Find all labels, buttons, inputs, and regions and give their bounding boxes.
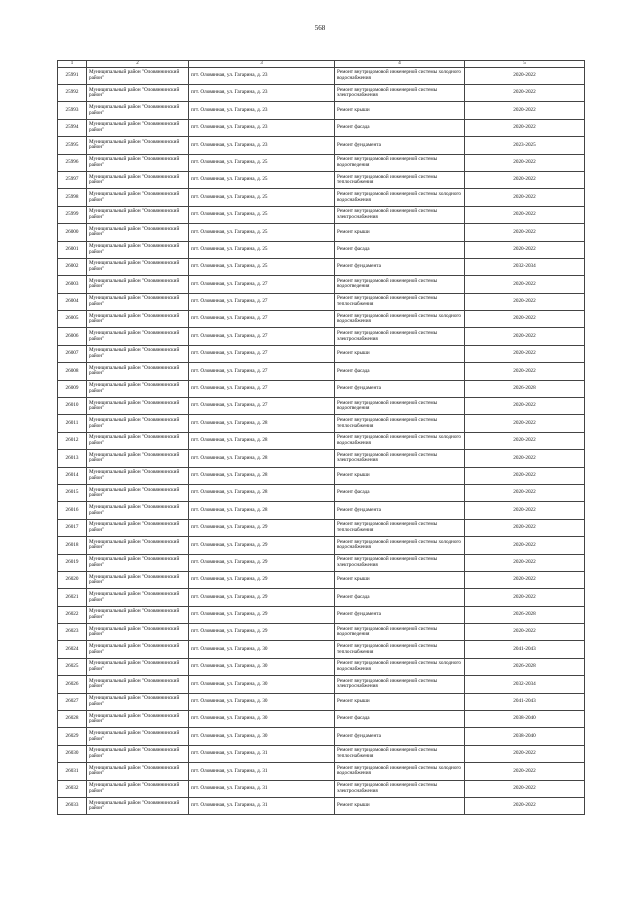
address-cell: пгт. Оловянная, ул. Гагарина, д. 27 [189,380,335,397]
address-cell: пгт. Оловянная, ул. Гагарина, д. 31 [189,798,335,815]
municipality-cell: Муниципальный район "Оловяннинский район" [87,241,189,258]
period-cell: 2026-2028 [465,658,585,675]
table-row [58,398,585,415]
address-cell: пгт. Оловянная, ул. Гагарина, д. 31 [189,780,335,797]
address-cell: пгт. Оловянная, ул. Гагарина, д. 25 [189,224,335,241]
row-id-cell: 26010 [58,398,87,415]
work-type-cell: Ремонт внутридомовой инженерной системы водоотведения [335,398,465,415]
work-type-cell: Ремонт внутридомовой инженерной системы холодного водоснабжения [335,67,465,84]
row-id-cell: 26021 [58,589,87,606]
municipality-cell: Муниципальный район "Оловяннинский район" [87,728,189,745]
address-cell: пгт. Оловянная, ул. Гагарина, д. 27 [189,345,335,362]
period-cell: 2020-2022 [465,484,585,501]
municipality-cell: Муниципальный район "Оловяннинский район" [87,398,189,415]
table-row [58,328,585,345]
period-cell: 2038-2040 [465,711,585,728]
header-cell: 5 [465,61,585,68]
address-cell: пгт. Оловянная, ул. Гагарина, д. 25 [189,258,335,275]
row-id-cell: 26014 [58,467,87,484]
row-id-cell: 26005 [58,311,87,328]
table-row [58,171,585,188]
table-row [58,554,585,571]
municipality-cell: Муниципальный район "Оловяннинский район" [87,84,189,101]
table-row [58,67,585,84]
table-row [58,484,585,501]
row-id-cell: 26006 [58,328,87,345]
address-cell: пгт. Оловянная, ул. Гагарина, д. 29 [189,519,335,536]
table-row [58,119,585,136]
municipality-cell: Муниципальный район "Оловяннинский район" [87,206,189,223]
municipality-cell: Муниципальный район "Оловяннинский район" [87,606,189,623]
row-id-cell: 26012 [58,432,87,449]
work-type-cell: Ремонт крыши [335,798,465,815]
row-id-cell: 26024 [58,641,87,658]
table-row [58,380,585,397]
row-id-cell: 26027 [58,693,87,710]
work-type-cell: Ремонт внутридомовой инженерной системы теплоснабжения [335,415,465,432]
work-type-cell: Ремонт внутридомовой инженерной системы теплоснабжения [335,519,465,536]
municipality-cell: Муниципальный район "Оловяннинский район" [87,224,189,241]
municipality-cell: Муниципальный район "Оловяннинский район" [87,67,189,84]
page-number: 568 [314,24,326,32]
address-cell: пгт. Оловянная, ул. Гагарина, д. 31 [189,745,335,762]
row-id-cell: 26018 [58,537,87,554]
work-type-cell: Ремонт фундамента [335,380,465,397]
address-cell: пгт. Оловянная, ул. Гагарина, д. 28 [189,450,335,467]
address-cell: пгт. Оловянная, ул. Гагарина, д. 30 [189,693,335,710]
municipality-cell: Муниципальный район "Оловяннинский район" [87,345,189,362]
row-id-cell: 26032 [58,780,87,797]
table-row [58,606,585,623]
work-type-cell: Ремонт внутридомовой инженерной системы электроснабжения [335,676,465,693]
period-cell: 2020-2022 [465,276,585,293]
work-type-cell: Ремонт фасада [335,589,465,606]
work-type-cell: Ремонт фундамента [335,728,465,745]
row-id-cell: 26003 [58,276,87,293]
period-cell: 2041-2043 [465,693,585,710]
row-id-cell: 26017 [58,519,87,536]
row-id-cell: 25997 [58,171,87,188]
table-row [58,102,585,119]
row-id-cell: 25995 [58,137,87,154]
address-cell: пгт. Оловянная, ул. Гагарина, д. 28 [189,415,335,432]
period-cell: 2020-2022 [465,571,585,588]
address-cell: пгт. Оловянная, ул. Гагарина, д. 30 [189,641,335,658]
period-cell: 2026-2028 [465,380,585,397]
registry-table [57,60,585,815]
table-row [58,276,585,293]
address-cell: пгт. Оловянная, ул. Гагарина, д. 27 [189,363,335,380]
table-row [58,502,585,519]
table-row [58,745,585,762]
municipality-cell: Муниципальный район "Оловяннинский район" [87,293,189,310]
table-row [58,589,585,606]
period-cell: 2020-2022 [465,328,585,345]
work-type-cell: Ремонт внутридомовой инженерной системы теплоснабжения [335,641,465,658]
municipality-cell: Муниципальный район "Оловяннинский район" [87,119,189,136]
row-id-cell: 26023 [58,624,87,641]
period-cell: 2020-2022 [465,345,585,362]
municipality-cell: Муниципальный район "Оловяннинский район" [87,171,189,188]
municipality-cell: Муниципальный район "Оловяннинский район" [87,380,189,397]
work-type-cell: Ремонт фундамента [335,137,465,154]
address-cell: пгт. Оловянная, ул. Гагарина, д. 27 [189,276,335,293]
address-cell: пгт. Оловянная, ул. Гагарина, д. 23 [189,84,335,101]
municipality-cell: Муниципальный район "Оловяннинский район" [87,780,189,797]
period-cell: 2020-2022 [465,745,585,762]
municipality-cell: Муниципальный район "Оловяннинский район" [87,189,189,206]
municipality-cell: Муниципальный район "Оловяннинский район" [87,537,189,554]
address-cell: пгт. Оловянная, ул. Гагарина, д. 25 [189,189,335,206]
work-type-cell: Ремонт внутридомовой инженерной системы теплоснабжения [335,293,465,310]
row-id-cell: 26019 [58,554,87,571]
work-type-cell: Ремонт внутридомовой инженерной системы холодного водоснабжения [335,311,465,328]
table-row [58,206,585,223]
work-type-cell: Ремонт внутридомовой инженерной системы электроснабжения [335,84,465,101]
work-type-cell: Ремонт внутридомовой инженерной системы электроснабжения [335,206,465,223]
period-cell: 2020-2022 [465,171,585,188]
period-cell: 2020-2022 [465,537,585,554]
period-cell: 2020-2022 [465,398,585,415]
municipality-cell: Муниципальный район "Оловяннинский район" [87,763,189,780]
period-cell: 2020-2022 [465,224,585,241]
row-id-cell: 26013 [58,450,87,467]
period-cell: 2020-2022 [465,763,585,780]
municipality-cell: Муниципальный район "Оловяннинский район" [87,484,189,501]
municipality-cell: Муниципальный район "Оловяннинский район" [87,467,189,484]
table-row [58,311,585,328]
row-id-cell: 26028 [58,711,87,728]
address-cell: пгт. Оловянная, ул. Гагарина, д. 30 [189,711,335,728]
table-row [58,693,585,710]
municipality-cell: Муниципальный район "Оловяннинский район" [87,432,189,449]
address-cell: пгт. Оловянная, ул. Гагарина, д. 29 [189,537,335,554]
table-row [58,658,585,675]
work-type-cell: Ремонт фасада [335,119,465,136]
address-cell: пгт. Оловянная, ул. Гагарина, д. 27 [189,311,335,328]
table-row [58,676,585,693]
table-row [58,293,585,310]
row-id-cell: 26029 [58,728,87,745]
row-id-cell: 26026 [58,676,87,693]
period-cell: 2020-2022 [465,467,585,484]
work-type-cell: Ремонт крыши [335,571,465,588]
address-cell: пгт. Оловянная, ул. Гагарина, д. 23 [189,67,335,84]
table-row [58,84,585,101]
period-cell: 2020-2022 [465,415,585,432]
municipality-cell: Муниципальный район "Оловяннинский район" [87,676,189,693]
table-row [58,224,585,241]
period-cell: 2020-2022 [465,102,585,119]
period-cell: 2020-2022 [465,84,585,101]
address-cell: пгт. Оловянная, ул. Гагарина, д. 30 [189,658,335,675]
period-cell: 2020-2022 [465,780,585,797]
work-type-cell: Ремонт фасада [335,484,465,501]
table-row [58,780,585,797]
work-type-cell: Ремонт внутридомовой инженерной системы холодного водоснабжения [335,763,465,780]
address-cell: пгт. Оловянная, ул. Гагарина, д. 28 [189,484,335,501]
work-type-cell: Ремонт фундамента [335,502,465,519]
municipality-cell: Муниципальный район "Оловяннинский район" [87,798,189,815]
table-row [58,624,585,641]
row-id-cell: 26015 [58,484,87,501]
period-cell: 2023-2025 [465,137,585,154]
address-cell: пгт. Оловянная, ул. Гагарина, д. 30 [189,676,335,693]
row-id-cell: 25994 [58,119,87,136]
address-cell: пгт. Оловянная, ул. Гагарина, д. 28 [189,432,335,449]
address-cell: пгт. Оловянная, ул. Гагарина, д. 25 [189,241,335,258]
table-row [58,415,585,432]
table-row [58,345,585,362]
period-cell: 2020-2022 [465,798,585,815]
address-cell: пгт. Оловянная, ул. Гагарина, д. 31 [189,763,335,780]
row-id-cell: 25999 [58,206,87,223]
table-row [58,154,585,171]
period-cell: 2020-2022 [465,502,585,519]
work-type-cell: Ремонт внутридомовой инженерной системы холодного водоснабжения [335,658,465,675]
period-cell: 2020-2022 [465,293,585,310]
work-type-cell: Ремонт фасада [335,711,465,728]
work-type-cell: Ремонт внутридомовой инженерной системы электроснабжения [335,780,465,797]
row-id-cell: 26030 [58,745,87,762]
row-id-cell: 26001 [58,241,87,258]
municipality-cell: Муниципальный район "Оловяннинский район" [87,311,189,328]
municipality-cell: Муниципальный район "Оловяннинский район" [87,450,189,467]
table-row [58,450,585,467]
row-id-cell: 26031 [58,763,87,780]
address-cell: пгт. Оловянная, ул. Гагарина, д. 23 [189,137,335,154]
table-row [58,798,585,815]
municipality-cell: Муниципальный район "Оловяннинский район" [87,363,189,380]
row-id-cell: 26004 [58,293,87,310]
work-type-cell: Ремонт внутридомовой инженерной системы холодного водоснабжения [335,189,465,206]
address-cell: пгт. Оловянная, ул. Гагарина, д. 30 [189,728,335,745]
address-cell: пгт. Оловянная, ул. Гагарина, д. 25 [189,206,335,223]
municipality-cell: Муниципальный район "Оловяннинский район" [87,658,189,675]
table-row [58,258,585,275]
address-cell: пгт. Оловянная, ул. Гагарина, д. 29 [189,571,335,588]
work-type-cell: Ремонт внутридомовой инженерной системы водоотведения [335,154,465,171]
work-type-cell: Ремонт фасада [335,363,465,380]
period-cell: 2020-2022 [465,519,585,536]
work-type-cell: Ремонт внутридомовой инженерной системы теплоснабжения [335,745,465,762]
row-id-cell: 26000 [58,224,87,241]
table-row [58,711,585,728]
address-cell: пгт. Оловянная, ул. Гагарина, д. 29 [189,606,335,623]
table-row [58,241,585,258]
municipality-cell: Муниципальный район "Оловяннинский район" [87,102,189,119]
table-row [58,763,585,780]
row-id-cell: 26022 [58,606,87,623]
period-cell: 2020-2022 [465,154,585,171]
period-cell: 2020-2022 [465,554,585,571]
work-type-cell: Ремонт фундамента [335,606,465,623]
row-id-cell: 26011 [58,415,87,432]
row-id-cell: 26016 [58,502,87,519]
work-type-cell: Ремонт крыши [335,693,465,710]
work-type-cell: Ремонт внутридомовой инженерной системы холодного водоснабжения [335,432,465,449]
header-cell: 1 [58,61,87,68]
period-cell: 2038-2040 [465,728,585,745]
municipality-cell: Муниципальный район "Оловяннинский район" [87,554,189,571]
row-id-cell: 25993 [58,102,87,119]
municipality-cell: Муниципальный район "Оловяннинский район" [87,693,189,710]
row-id-cell: 25992 [58,84,87,101]
table-row [58,467,585,484]
period-cell: 2026-2028 [465,606,585,623]
table-row [58,189,585,206]
municipality-cell: Муниципальный район "Оловяннинский район" [87,328,189,345]
row-id-cell: 26033 [58,798,87,815]
row-id-cell: 26020 [58,571,87,588]
period-cell: 2020-2022 [465,206,585,223]
period-cell: 2020-2022 [465,432,585,449]
address-cell: пгт. Оловянная, ул. Гагарина, д. 25 [189,171,335,188]
period-cell: 2032-2034 [465,258,585,275]
header-cell: 3 [189,61,335,68]
municipality-cell: Муниципальный район "Оловяннинский район" [87,711,189,728]
address-cell: пгт. Оловянная, ул. Гагарина, д. 27 [189,293,335,310]
address-cell: пгт. Оловянная, ул. Гагарина, д. 29 [189,624,335,641]
work-type-cell: Ремонт внутридомовой инженерной системы водоотведения [335,276,465,293]
municipality-cell: Муниципальный район "Оловяннинский район" [87,137,189,154]
municipality-cell: Муниципальный район "Оловяннинский район" [87,641,189,658]
municipality-cell: Муниципальный район "Оловяннинский район" [87,154,189,171]
header-cell: 2 [87,61,189,68]
address-cell: пгт. Оловянная, ул. Гагарина, д. 27 [189,328,335,345]
address-cell: пгт. Оловянная, ул. Гагарина, д. 29 [189,589,335,606]
work-type-cell: Ремонт крыши [335,102,465,119]
municipality-cell: Муниципальный район "Оловяннинский район" [87,519,189,536]
municipality-cell: Муниципальный район "Оловяннинский район" [87,258,189,275]
period-cell: 2020-2022 [465,589,585,606]
table-row [58,537,585,554]
header-cell: 4 [335,61,465,68]
period-cell: 2020-2022 [465,363,585,380]
period-cell: 2020-2022 [465,311,585,328]
row-id-cell: 25996 [58,154,87,171]
table-row [58,363,585,380]
table-row [58,728,585,745]
work-type-cell: Ремонт крыши [335,467,465,484]
work-type-cell: Ремонт внутридомовой инженерной системы теплоснабжения [335,171,465,188]
table-row [58,137,585,154]
period-cell: 2020-2022 [465,241,585,258]
municipality-cell: Муниципальный район "Оловяннинский район" [87,624,189,641]
municipality-cell: Муниципальный район "Оловяннинский район" [87,415,189,432]
municipality-cell: Муниципальный район "Оловяннинский район" [87,589,189,606]
row-id-cell: 25998 [58,189,87,206]
period-cell: 2020-2022 [465,189,585,206]
work-type-cell: Ремонт внутридомовой инженерной системы электроснабжения [335,328,465,345]
period-cell: 2032-2034 [465,676,585,693]
row-id-cell: 25991 [58,67,87,84]
address-cell: пгт. Оловянная, ул. Гагарина, д. 25 [189,154,335,171]
work-type-cell: Ремонт внутридомовой инженерной системы электроснабжения [335,554,465,571]
row-id-cell: 26009 [58,380,87,397]
address-cell: пгт. Оловянная, ул. Гагарина, д. 29 [189,554,335,571]
table-row [58,641,585,658]
address-cell: пгт. Оловянная, ул. Гагарина, д. 28 [189,467,335,484]
row-id-cell: 26002 [58,258,87,275]
period-cell: 2020-2022 [465,67,585,84]
row-id-cell: 26007 [58,345,87,362]
work-type-cell: Ремонт крыши [335,224,465,241]
municipality-cell: Муниципальный район "Оловяннинский район" [87,571,189,588]
municipality-cell: Муниципальный район "Оловяннинский район" [87,502,189,519]
municipality-cell: Муниципальный район "Оловяннинский район" [87,276,189,293]
municipality-cell: Муниципальный район "Оловяннинский район" [87,745,189,762]
address-cell: пгт. Оловянная, ул. Гагарина, д. 27 [189,398,335,415]
period-cell: 2020-2022 [465,450,585,467]
address-cell: пгт. Оловянная, ул. Гагарина, д. 23 [189,119,335,136]
period-cell: 2041-2043 [465,641,585,658]
work-type-cell: Ремонт фундамента [335,258,465,275]
period-cell: 2020-2022 [465,624,585,641]
table-row [58,571,585,588]
table-row [58,519,585,536]
address-cell: пгт. Оловянная, ул. Гагарина, д. 28 [189,502,335,519]
row-id-cell: 26008 [58,363,87,380]
work-type-cell: Ремонт крыши [335,345,465,362]
table-header-row [58,61,585,68]
row-id-cell: 26025 [58,658,87,675]
address-cell: пгт. Оловянная, ул. Гагарина, д. 23 [189,102,335,119]
work-type-cell: Ремонт внутридомовой инженерной системы водоотведения [335,624,465,641]
work-type-cell: Ремонт внутридомовой инженерной системы электроснабжения [335,450,465,467]
work-type-cell: Ремонт внутридомовой инженерной системы холодного водоснабжения [335,537,465,554]
work-type-cell: Ремонт фасада [335,241,465,258]
table-row [58,432,585,449]
period-cell: 2020-2022 [465,119,585,136]
